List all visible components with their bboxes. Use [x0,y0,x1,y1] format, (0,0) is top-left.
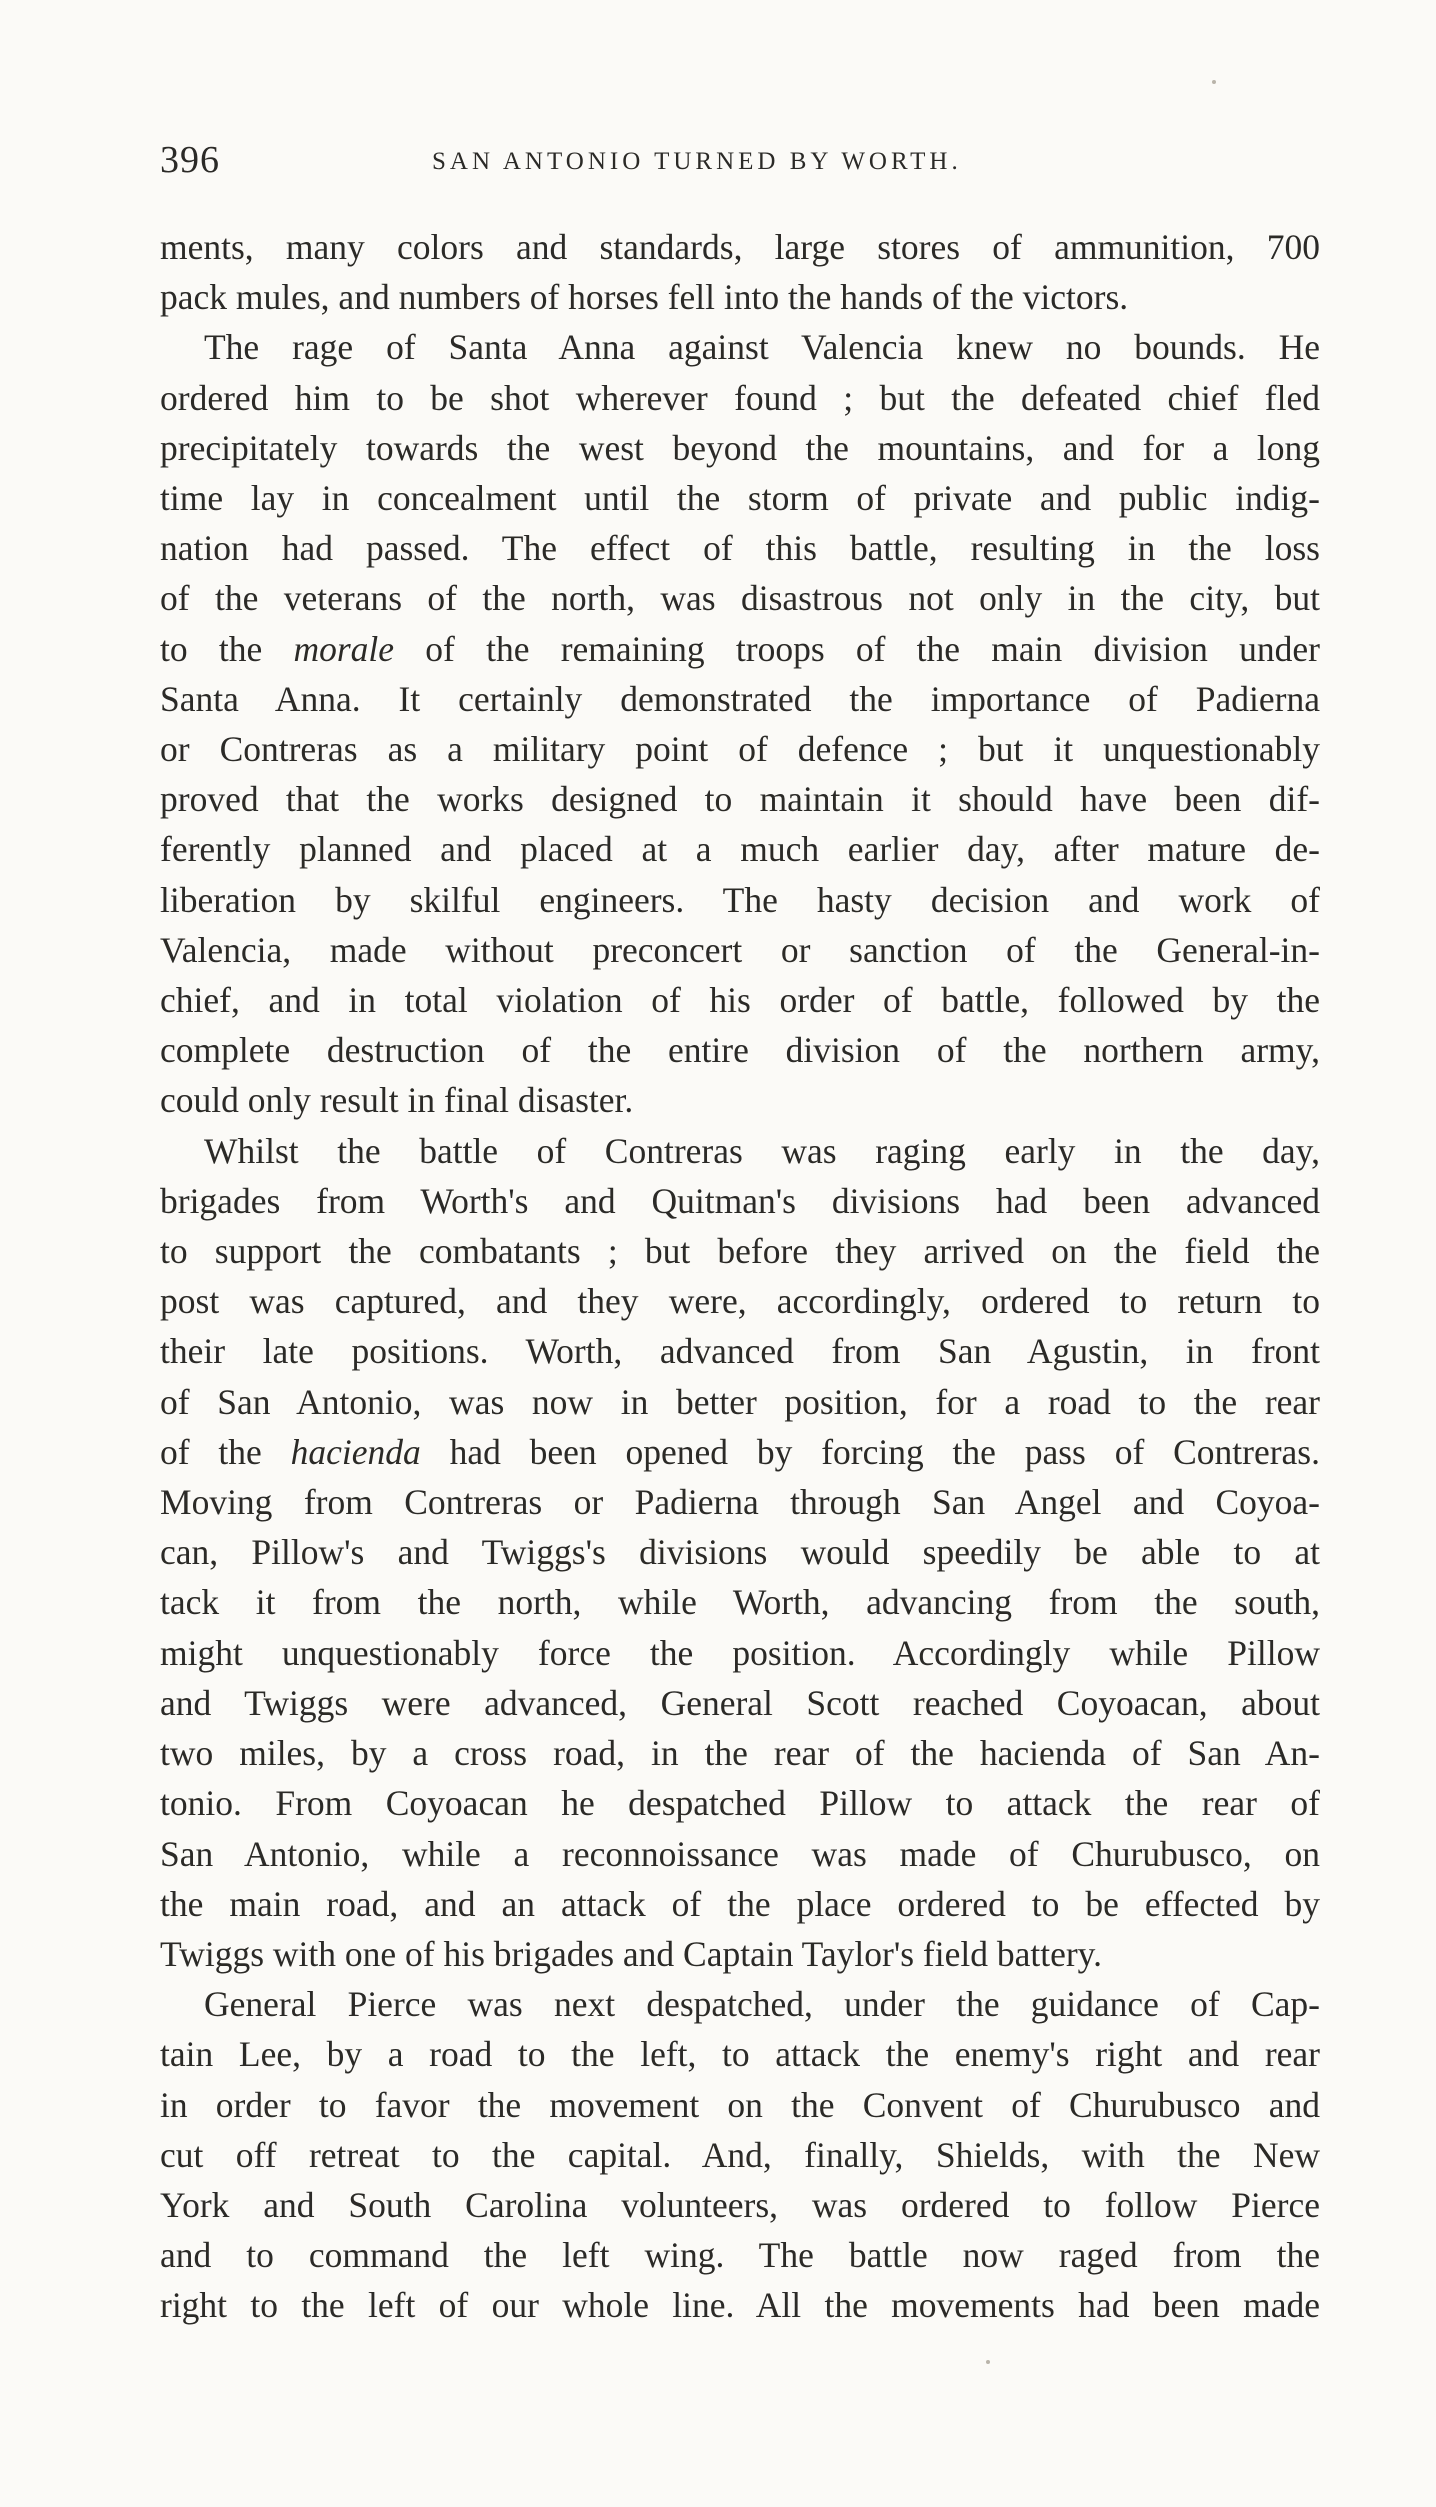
italic-word: hacienda [290,1431,421,1472]
text-line: to the morale of the remaining troops of the main division under [160,628,1320,669]
text-line: complete destruction of the entire division of the northern army, [160,1030,1320,1071]
text-line: pack mules, and numbers of horses fell into the hands of the victors. [160,277,1129,318]
text-line: of the hacienda had been opened by forcing the pass of Contreras. [160,1431,1320,1472]
text-line: General Pierce was next despatched, under the guidance of Cap- [204,1984,1320,2025]
text-line: time lay in concealment until the storm of private and public indig- [160,478,1320,519]
text-line: cut off retreat to the capital. And, finally, Shields, with the New [160,2134,1320,2175]
paragraph [160,322,1320,1125]
text-line: tonio. From Coyoacan he despatched Pillow to attack the rear of [160,1783,1320,1824]
text-line: Santa Anna. It certainly demonstrated the importance of Padierna [160,678,1320,719]
paragraph [160,222,1320,322]
text-line: precipitately towards the west beyond the mountains, and for a long [160,427,1320,468]
text-line: right to the left of our whole line. All the movements had been made [160,2285,1320,2326]
text-line: chief, and in total violation of his order of battle, followed by the [160,980,1320,1021]
text-line: can, Pillow's and Twiggs's divisions would speedily be able to at [160,1532,1320,1573]
text-line: could only result in final disaster. [160,1080,634,1121]
text-line: Whilst the battle of Contreras was raging early in the day, [204,1130,1320,1171]
paragraph [160,1979,1320,2330]
paper-speck [1212,80,1216,84]
text-line: nation had passed. The effect of this battle, resulting in the loss [160,528,1320,569]
body-text [160,222,1320,2331]
text-line: post was captured, and they were, accordingly, ordered to return to [160,1281,1320,1322]
text-line: might unquestionably force the position. Accordingly while Pillow [160,1632,1320,1673]
text-line: of the veterans of the north, was disastrous not only in the city, but [160,578,1320,619]
text-line: Twiggs with one of his brigades and Captain Taylor's field battery. [160,1933,1102,1974]
page-header [160,138,1320,188]
text-line: of San Antonio, was now in better position, for a road to the rear [160,1381,1320,1422]
text-line: the main road, and an attack of the place ordered to be effected by [160,1883,1320,1924]
page-number: 396 [160,139,220,181]
text-line: proved that the works designed to maintain it should have been dif- [160,779,1320,820]
text-line: and Twiggs were advanced, General Scott reached Coyoacan, about [160,1682,1320,1723]
text-line: liberation by skilful engineers. The hasty decision and work of [160,879,1320,920]
text-line: in order to favor the movement on the Convent of Churubusco and [160,2084,1320,2125]
text-line: and to command the left wing. The battle now raged from the [160,2235,1320,2276]
running-head: SAN ANTONIO TURNED BY WORTH. [432,148,962,175]
text-line: Valencia, made without preconcert or sanction of the General-in- [160,929,1320,970]
text-line: ordered him to be shot wherever found ; but the defeated chief fled [160,377,1320,418]
text-line: tack it from the north, while Worth, advancing from the south, [160,1582,1320,1623]
paper-speck [986,2360,990,2364]
text-line: The rage of Santa Anna against Valencia knew no bounds. He [204,327,1320,368]
paragraph [160,1126,1320,1979]
text-line: to support the combatants ; but before they arrived on the field the [160,1231,1320,1272]
text-line: York and South Carolina volunteers, was ordered to follow Pierce [160,2184,1320,2225]
text-line: ments, many colors and standards, large stores of ammunition, 700 [160,227,1320,267]
text-line: Moving from Contreras or Padierna through San Angel and Coyoa- [160,1482,1320,1523]
text-line: ferently planned and placed at a much earlier day, after mature de- [160,829,1320,870]
italic-word: morale [293,628,395,669]
text-line: tain Lee, by a road to the left, to attack the enemy's right and rear [160,2034,1320,2075]
text-line: brigades from Worth's and Quitman's divisions had been advanced [160,1180,1320,1221]
text-line: their late positions. Worth, advanced from San Agustin, in front [160,1331,1320,1372]
text-line: San Antonio, while a reconnoissance was made of Churubusco, on [160,1833,1320,1874]
text-line: or Contreras as a military point of defence ; but it unquestionably [160,729,1320,770]
text-line: two miles, by a cross road, in the rear of the hacienda of San An- [160,1733,1320,1774]
